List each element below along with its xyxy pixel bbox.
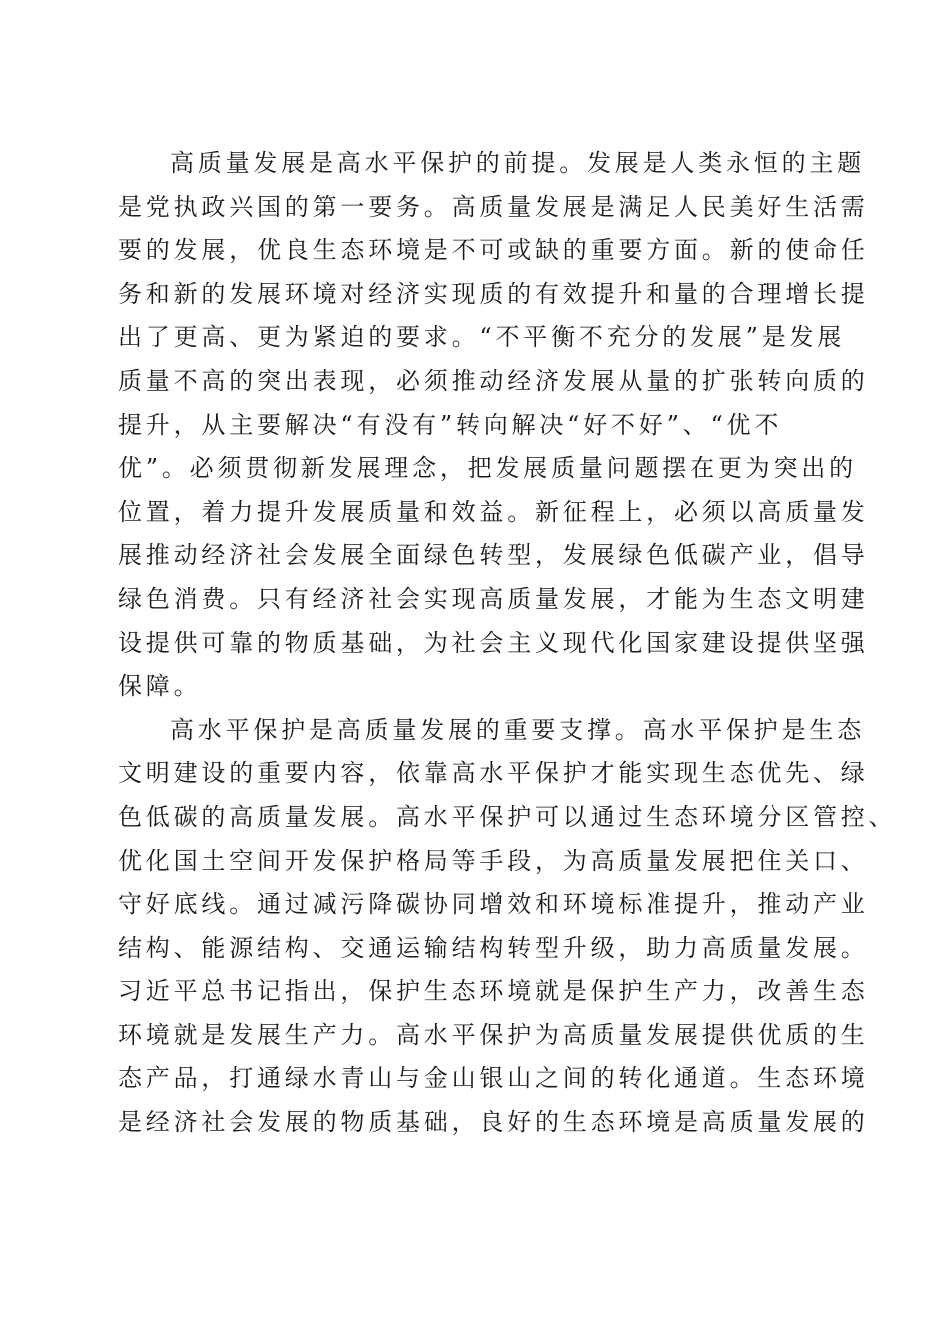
text-line: 保障。 bbox=[118, 672, 202, 701]
text-line: 质量不高的突出表现，必须推动经济发展从量的扩张转向质的 bbox=[118, 366, 869, 395]
paragraph-1 bbox=[118, 142, 869, 709]
text-line: 高水平保护是高质量发展的重要支撑。高水平保护是生态 bbox=[170, 715, 865, 744]
text-line: 优”。必须贯彻新发展理念，把发展质量问题摆在更为突出的 bbox=[118, 454, 857, 483]
text-line: 展推动经济社会发展全面绿色转型，发展绿色低碳产业，倡导 bbox=[118, 541, 869, 570]
text-line: 位置，着力提升发展质量和效益。新征程上，必须以高质量发 bbox=[118, 497, 869, 526]
text-line: 是党执政兴国的第一要务。高质量发展是满足人民美好生活需 bbox=[118, 192, 869, 221]
text-line: 务和新的发展环境对经济实现质的有效提升和量的合理增长提 bbox=[118, 279, 869, 308]
text-line: 文明建设的重要内容，依靠高水平保护才能实现生态优先、绿 bbox=[118, 759, 869, 788]
text-line: 习近平总书记指出，保护生态环境就是保护生产力，改善生态 bbox=[118, 977, 869, 1006]
text-line: 态产品，打通绿水青山与金山银山之间的转化通道。生态环境 bbox=[118, 1064, 869, 1093]
body-text bbox=[118, 142, 897, 1145]
text-line: 要的发展，优良生态环境是不可或缺的重要方面。新的使命任 bbox=[118, 236, 869, 265]
text-line: 结构、能源结构、交通运输结构转型升级，助力高质量发展。 bbox=[118, 933, 869, 962]
text-line: 环境就是发展生产力。高水平保护为高质量发展提供优质的生 bbox=[118, 1020, 869, 1049]
text-line: 是经济社会发展的物质基础，良好的生态环境是高质量发展的 bbox=[118, 1108, 869, 1137]
text-line: 提升，从主要解决“有没有”转向解决“好不好”、“优不 bbox=[118, 410, 783, 439]
text-line: 出了更高、更为紧迫的要求。“不平衡不充分的发展”是发展 bbox=[118, 323, 846, 352]
text-line: 高质量发展是高水平保护的前提。发展是人类永恒的主题 bbox=[170, 149, 865, 177]
text-line: 优化国土空间开发保护格局等手段，为高质量发展把住关口、 bbox=[118, 846, 869, 875]
text-line: 绿色消费。只有经济社会实现高质量发展，才能为生态文明建 bbox=[118, 584, 869, 613]
text-line: 守好底线。通过减污降碳协同增效和环境标准提升，推动产业 bbox=[118, 890, 869, 919]
text-line: 设提供可靠的物质基础，为社会主义现代化国家建设提供坚强 bbox=[118, 628, 869, 657]
paragraph-2 bbox=[118, 709, 897, 1145]
text-line: 色低碳的高质量发展。高水平保护可以通过生态环境分区管控、 bbox=[118, 802, 897, 831]
